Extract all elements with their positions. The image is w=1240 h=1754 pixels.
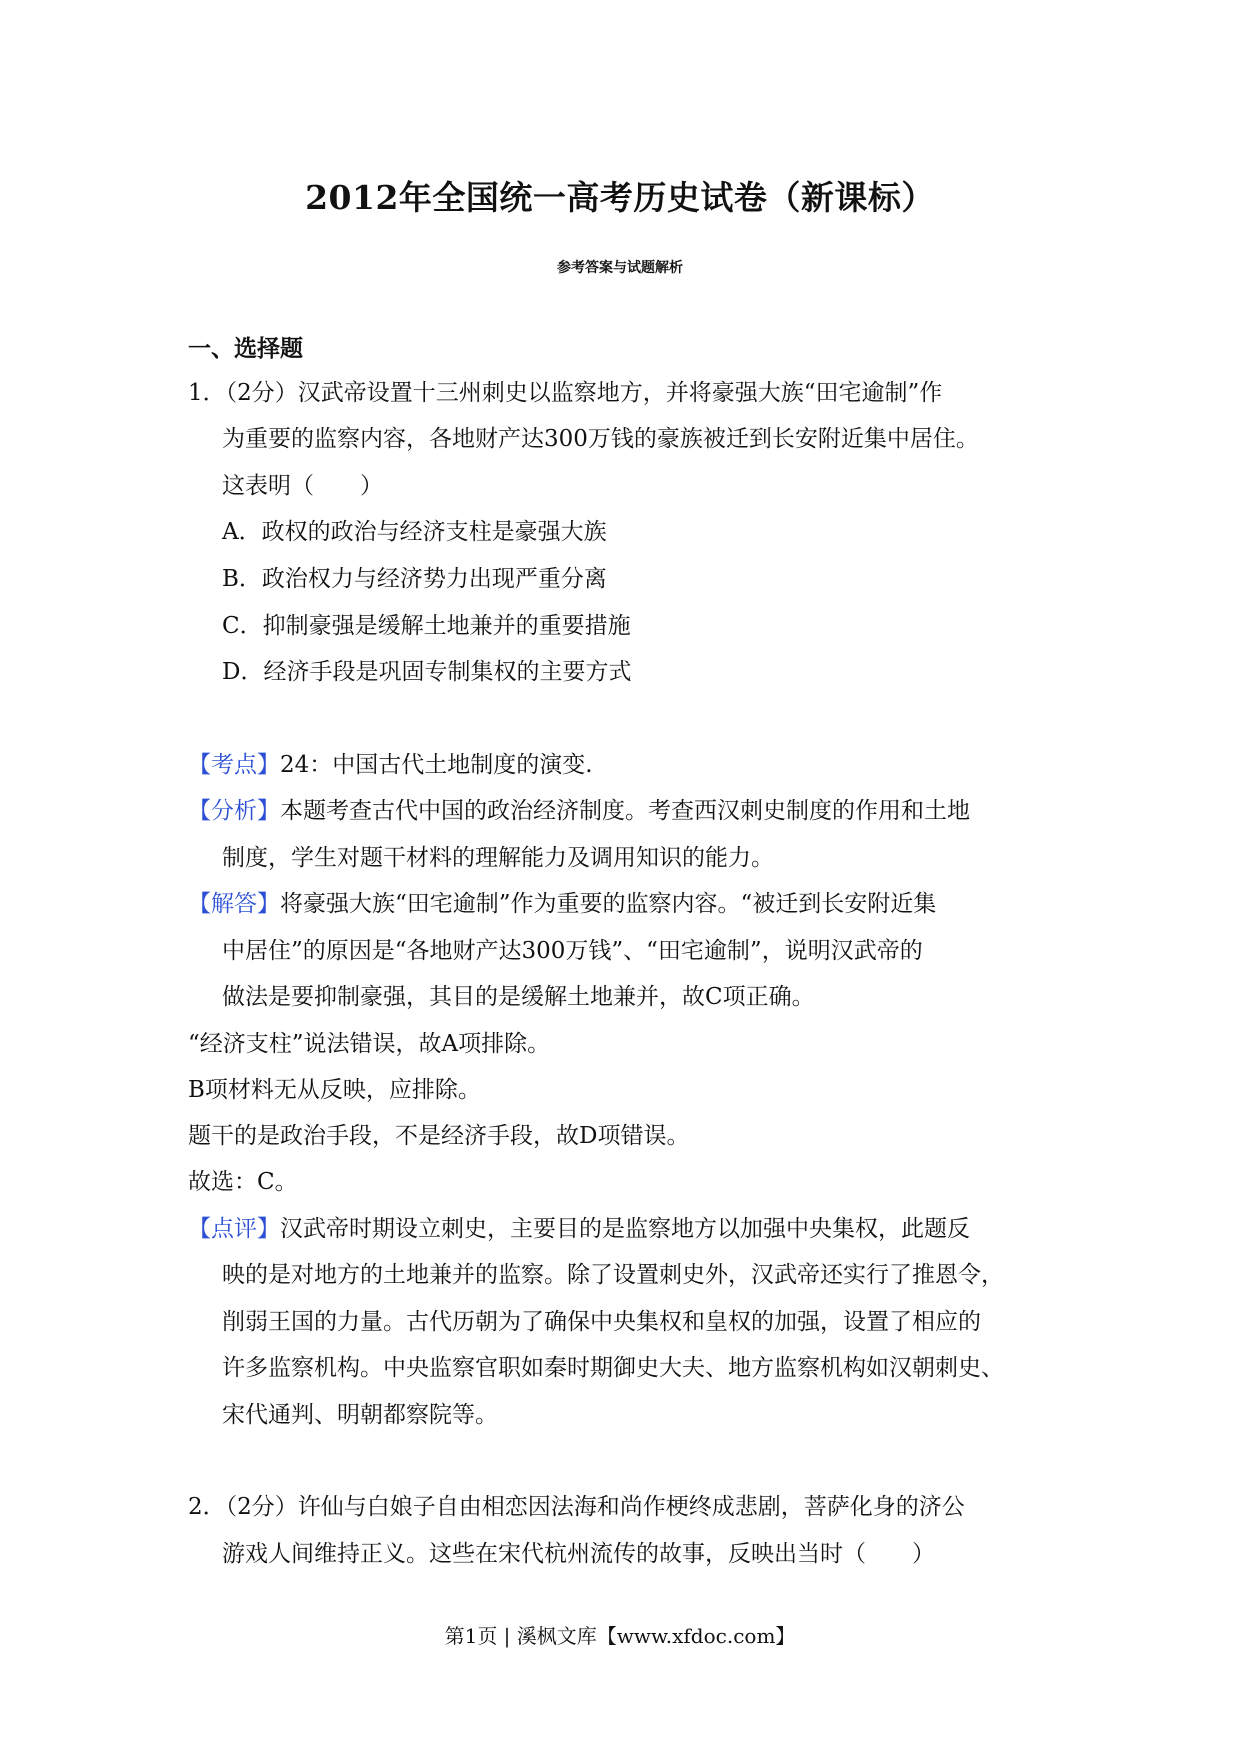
kaodian-tag: 【考点】 <box>188 752 280 778</box>
page-footer: 第1页 | 溪枫文库【www.xfdoc.com】 <box>444 1624 796 1648</box>
fenxi-text-1: 本题考查古代中国的政治经济制度。考查西汉刺史制度的作用和土地 <box>280 798 970 824</box>
jieda-line-1 <box>188 889 936 919</box>
dianping-text-1: 汉武帝时期设立刺史，主要目的是监察地方以加强中央集权，此题反 <box>280 1216 970 1242</box>
dianping-line-5: 宋代通判、明朝都察院等。 <box>222 1402 498 1428</box>
jieda-line-2: 中居住”的原因是“各地财产达300万钱”、“田宅逾制”，说明汉武帝的 <box>222 938 923 964</box>
question-1-stem-line-3: 这表明（ ） <box>222 473 383 499</box>
question-1-stem-line-2: 为重要的监察内容，各地财产达300万钱的豪族被迁到长安附近集中居住。 <box>222 426 979 452</box>
answer-line: 故选：C。 <box>188 1169 298 1195</box>
analysis-extra-1: “经济支柱”说法错误，故A项排除。 <box>188 1031 551 1057</box>
dianping-line-3: 削弱王国的力量。古代历朝为了确保中央集权和皇权的加强，设置了相应的 <box>222 1309 981 1335</box>
dianping-line-4: 许多监察机构。中央监察官职如秦时期御史大夫、地方监察机构如汉朝刺史、 <box>222 1355 1004 1381</box>
jieda-text-1: 将豪强大族“田宅逾制”作为重要的监察内容。“被迁到长安附近集 <box>280 891 937 917</box>
jieda-line-3: 做法是要抑制豪强，其目的是缓解土地兼并，故C项正确。 <box>222 984 815 1010</box>
fenxi-line-2: 制度，学生对题干材料的理解能力及调用知识的能力。 <box>222 845 774 871</box>
page-subtitle: 参考答案与试题解析 <box>557 260 683 276</box>
page-title: 2012年全国统一高考历史试卷（新课标） <box>305 178 935 217</box>
question-1-option-d: D．经济手段是巩固专制集权的主要方式 <box>222 659 632 685</box>
section-heading: 一、选择题 <box>188 335 303 362</box>
question-1-option-b: B．政治权力与经济势力出现严重分离 <box>222 566 607 592</box>
question-1-stem-line-1: 1．（2分）汉武帝设置十三州刺史以监察地方，并将豪强大族“田宅逾制”作 <box>188 380 943 406</box>
dianping-line-1 <box>188 1214 970 1244</box>
analysis-extra-3: 题干的是政治手段，不是经济手段，故D项错误。 <box>188 1123 690 1149</box>
question-1-option-a: A．政权的政治与经济支柱是豪强大族 <box>222 519 607 545</box>
question-2-stem-line-1: 2．（2分）许仙与白娘子自由相恋因法海和尚作梗终成悲剧，菩萨化身的济公 <box>188 1494 965 1520</box>
analysis-extra-2: B项材料无从反映，应排除。 <box>188 1077 481 1103</box>
question-1-option-c: C．抑制豪强是缓解土地兼并的重要措施 <box>222 613 631 639</box>
dianping-tag: 【点评】 <box>188 1216 280 1242</box>
question-2-stem-line-2: 游戏人间维持正义。这些在宋代杭州流传的故事，反映出当时（ ） <box>222 1541 935 1567</box>
fenxi-tag: 【分析】 <box>188 798 280 824</box>
kaodian-text: 24：中国古代土地制度的演变. <box>280 752 593 778</box>
dianping-line-2: 映的是对地方的土地兼并的监察。除了设置刺史外，汉武帝还实行了推恩令， <box>222 1262 1004 1288</box>
jieda-tag: 【解答】 <box>188 891 280 917</box>
kaodian-line <box>188 750 593 780</box>
fenxi-line-1 <box>188 796 970 826</box>
